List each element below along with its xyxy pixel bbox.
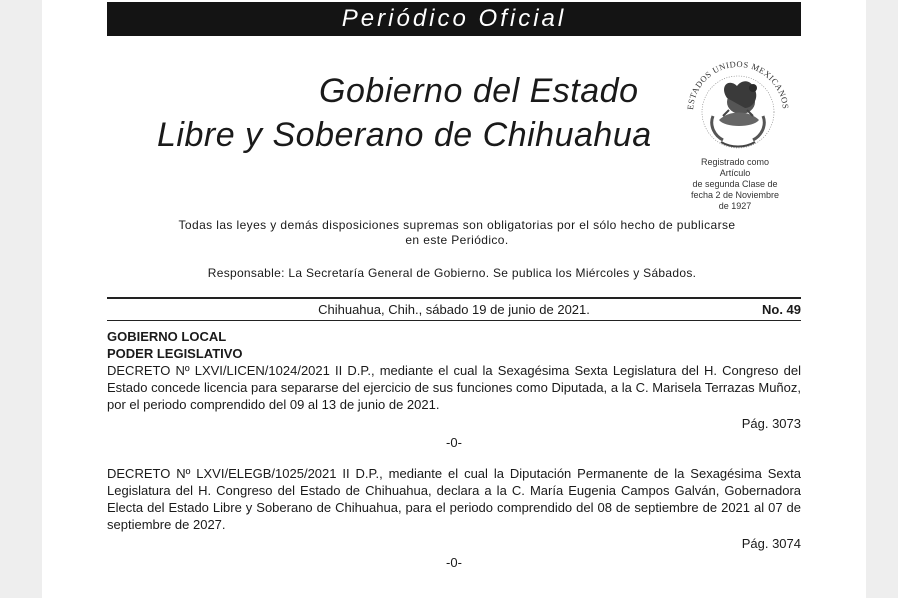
issue-date: Chihuahua, Chih., sábado 19 de junio de 2021. [318,302,590,317]
decree-text: DECRETO Nº LXVI/LICEN/1024/2021 II D.P., mediante el cual la Sexagésima Sexta Legislatura del H. Congreso del Estado concede licencia para separarse del ejercicio de sus funciones como Diputada, a la C. Marisela Terrazas Muñoz, por el periodo comprendido del 09 al 13 de junio de 2021. [107,363,801,412]
decree-page-ref[interactable]: Pág. 3074 [741,536,801,551]
decree-separator: -0- [446,555,462,570]
periodico-banner: Periódico Oficial [107,2,801,36]
title-line-1: Gobierno del Estado [319,72,639,110]
title-line-2: Libre y Soberano de Chihuahua [157,116,652,154]
document-page [42,0,866,598]
decree-separator: -0- [446,435,462,450]
national-seal-icon [679,50,797,160]
subsection-heading: PODER LEGISLATIVO [107,346,243,361]
issue-dateline [107,302,801,318]
seal-text: ESTADOS UNIDOS MEXICANOS [684,58,791,111]
legal-notice: Todas las leyes y demás disposiciones supremas son obligatorias por el sólo hecho de publicarse en este Periódico. [178,218,736,247]
section-heading: GOBIERNO LOCAL [107,329,227,344]
decree-page-ref[interactable]: Pág. 3073 [741,416,801,431]
registro-note: Registrado como Artículo de segunda Clase de fecha 2 de Noviembre de 1927 [690,157,780,211]
responsable-line: Responsable: La Secretaría General de Gobierno. Se publica los Miércoles y Sábados. [207,266,697,280]
bottom-divider [107,320,801,321]
top-divider [107,297,801,299]
decree-text: DECRETO Nº LXVI/ELEGB/1025/2021 II D.P., mediante el cual la Diputación Permanente de la Sexagésima Sexta Legislatura del H. Congreso del Estado de Chihuahua, declara a la C. María Eugenia Campos Galván, Gobernadora Electa del Estado Libre y Soberano de Chihuahua, para el periodo comprendido del 08 de septiembre de 2021 al 07 de septiembre de 2027. [107,466,801,532]
contents [107,328,801,571]
issue-number: No. 49 [761,302,801,317]
